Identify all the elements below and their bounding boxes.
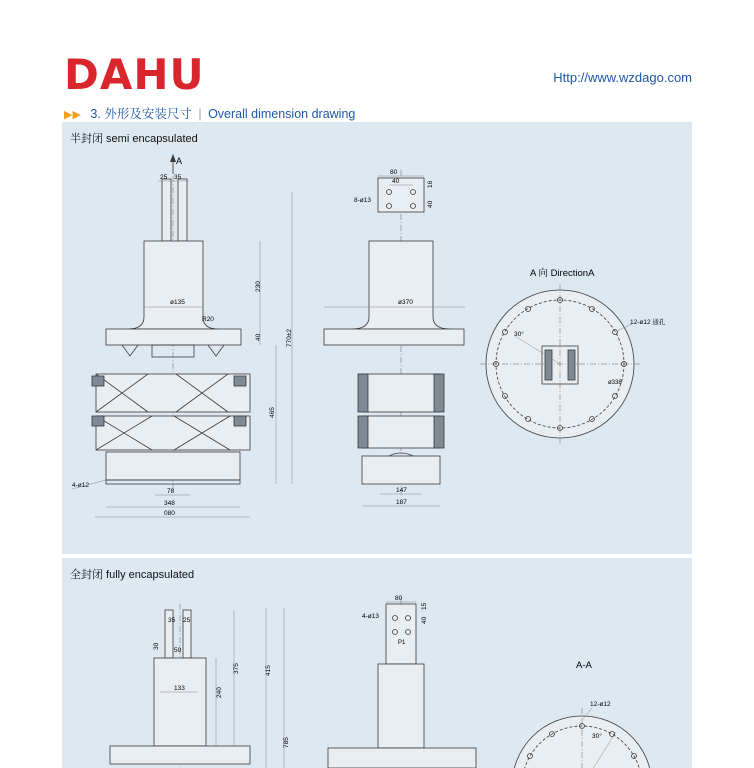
full-d-30: 30 <box>153 642 160 650</box>
side-dia-flange: ø370 <box>398 299 413 306</box>
side-top-40: 40 <box>392 178 400 185</box>
section-separator: | <box>198 107 202 121</box>
double-arrow-icon: ▶▶ <box>64 109 81 121</box>
semi-dia-body: ø135 <box>170 299 185 306</box>
side-flange <box>324 329 464 345</box>
full-flange <box>110 746 250 764</box>
full-side-40: 40 <box>421 616 428 624</box>
upper-core <box>96 374 250 412</box>
side-16: 16 <box>427 180 434 188</box>
section-holes: 12-ø12 <box>590 701 611 708</box>
full-h-240: 240 <box>216 687 223 698</box>
semi-h-465: 465 <box>269 407 276 418</box>
full-side-flange <box>328 748 476 768</box>
section-label: A-A <box>576 660 592 671</box>
semi-panel-title: 半封闭 semi encapsulated <box>70 133 198 145</box>
semi-encapsulated-panel <box>62 122 692 554</box>
full-drawing <box>62 558 692 768</box>
semi-top-dim-2: 35 <box>174 174 182 181</box>
semi-holes-label: 4-ø12 <box>72 482 89 489</box>
full-front-view <box>110 604 290 768</box>
direction-pcd: ø338 <box>608 380 622 386</box>
section-number: 3. <box>90 107 101 121</box>
section-title-en: Overall dimension drawing <box>208 107 356 121</box>
direction-angle: 30° <box>514 331 524 338</box>
base-frame <box>106 452 240 480</box>
semi-w-78: 78 <box>167 488 175 495</box>
side-top-80: 80 <box>390 169 398 176</box>
semi-front-view <box>72 154 293 517</box>
lower-core <box>96 416 250 450</box>
semi-view-arrow-label: A <box>176 156 183 166</box>
dahu-logo: DAHU <box>64 50 205 99</box>
semi-w-total: 080 <box>164 510 175 517</box>
full-d-50: 50 <box>174 647 182 654</box>
full-side-holes: 4-ø13 <box>362 613 379 620</box>
full-w-133: 133 <box>174 685 185 692</box>
terminal-bar-right <box>178 179 187 241</box>
website-url[interactable]: Http://www.wzdago.com <box>553 70 692 85</box>
side-base <box>362 456 440 484</box>
side-w-147: 147 <box>396 487 407 494</box>
full-section-view <box>512 660 652 768</box>
side-terminal-plate <box>378 178 424 212</box>
full-body <box>154 658 206 746</box>
section-angle: 30° <box>592 733 602 740</box>
full-side-15: 15 <box>421 602 428 610</box>
semi-side-view <box>324 169 465 506</box>
side-holes: 8-ø13 <box>354 197 371 204</box>
full-side-view <box>328 595 476 768</box>
fully-encapsulated-panel <box>62 558 692 768</box>
full-h-375: 375 <box>233 663 240 674</box>
insulator-body <box>144 241 203 327</box>
mounting-flange <box>106 329 241 345</box>
full-side-body <box>378 664 424 748</box>
full-top-dim-2: 25 <box>183 617 191 624</box>
side-insulator-body <box>369 241 433 327</box>
semi-h-230: 230 <box>255 281 262 292</box>
section-title-cn: 外形及安装尺寸 <box>104 107 192 121</box>
full-side-p1: P1 <box>398 640 406 646</box>
semi-w-348: 348 <box>164 500 175 507</box>
full-h-415: 415 <box>265 665 272 676</box>
semi-drawing <box>62 122 692 554</box>
full-h-785: 785 <box>283 737 290 748</box>
semi-direction-view <box>480 267 666 444</box>
semi-radius: R20 <box>202 316 214 323</box>
side-w-187: 187 <box>396 499 407 506</box>
full-top-dim-1: 35 <box>168 617 176 624</box>
semi-top-dim-1: 25 <box>160 174 168 181</box>
semi-h-40: 40 <box>255 333 262 341</box>
full-side-top-80: 80 <box>395 595 403 602</box>
full-panel-title: 全封闭 fully encapsulated <box>70 569 195 581</box>
direction-holes: 12-ø12 通孔 <box>630 319 666 326</box>
semi-h-total: 770±2 <box>286 328 293 347</box>
side-40: 40 <box>427 200 434 208</box>
full-side-terminal <box>386 604 416 664</box>
direction-label: A 向 DirectionA <box>530 268 595 279</box>
section-heading <box>64 104 355 122</box>
terminal-bar-left <box>162 179 171 241</box>
